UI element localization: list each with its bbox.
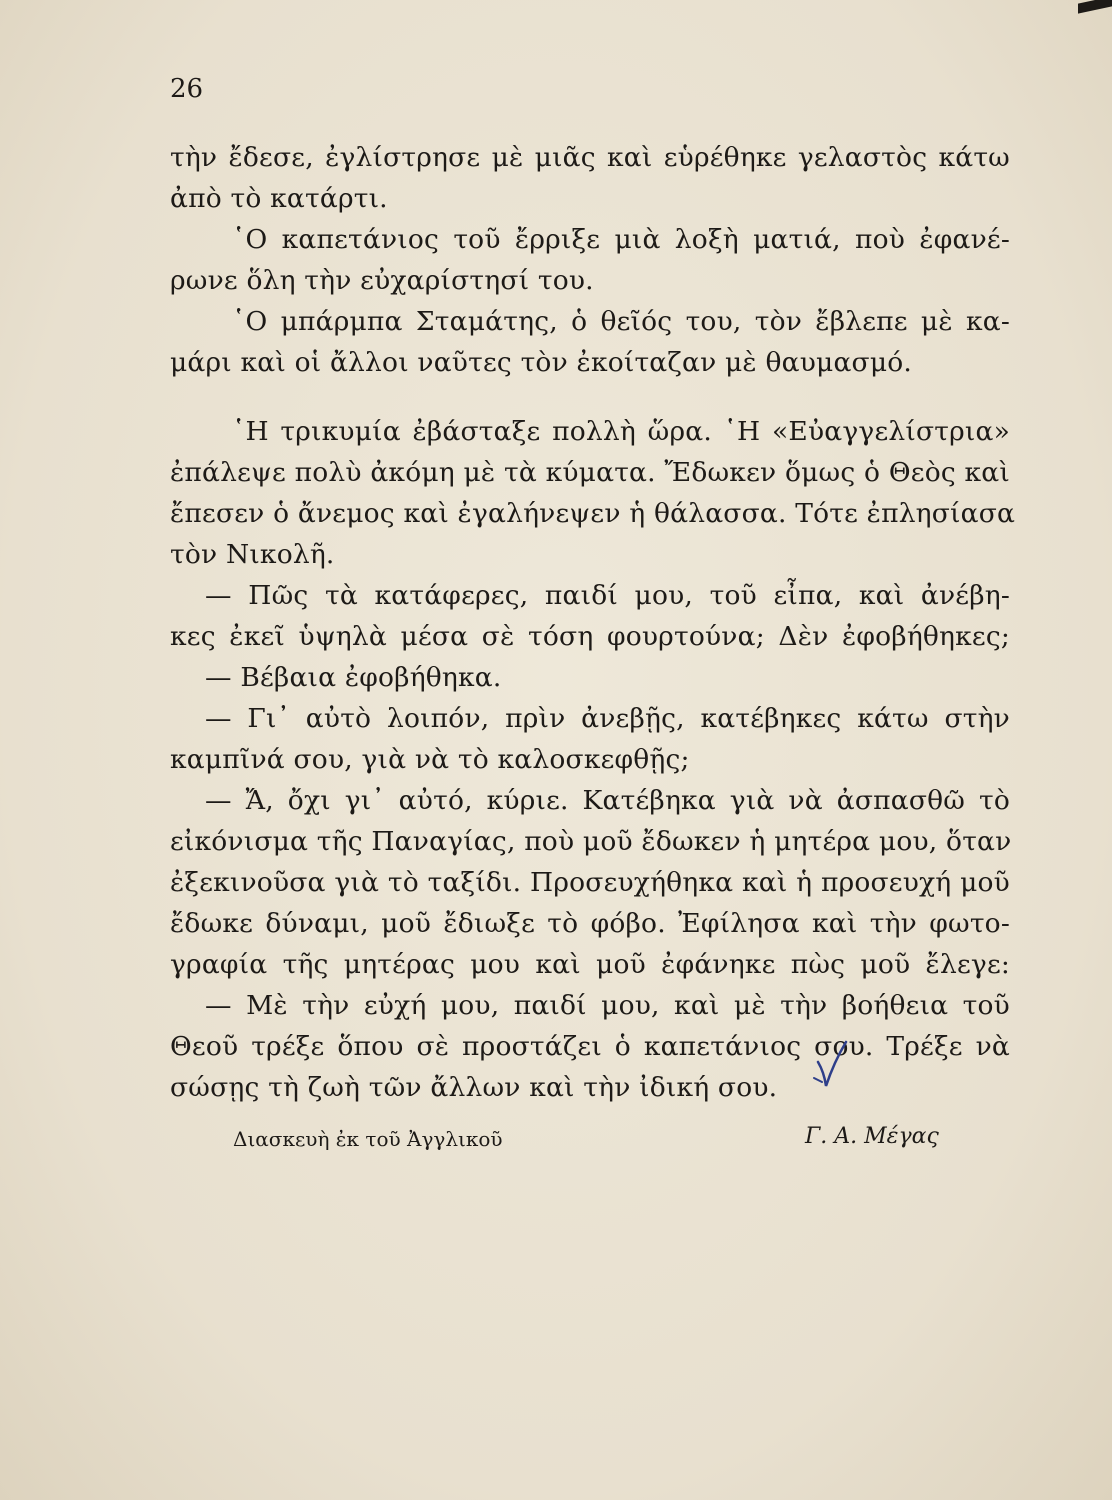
text-line: κες ἐκεῖ ὑψηλὰ μέσα σὲ τόση φουρτούνα; Δὲν ἐφοβήθηκες; xyxy=(170,621,1010,652)
text-line: ῾Ο μπάρμπα Σταμάτης, ὁ θεῖός του, τὸν ἔβλεπε μὲ κα- xyxy=(232,306,1010,337)
text-line: ἔδωκε δύναμι, μοῦ ἔδιωξε τὸ φόβο. Ἐφίλησα καὶ τὴν φωτο- xyxy=(170,908,1010,939)
text-line: ἔπεσεν ὁ ἄνεμος καὶ ἐγαλήνεψεν ἡ θάλασσα. Τότε ἐπλησίασα xyxy=(170,498,1016,529)
text-line: καμπῖνά σου, γιὰ νὰ τὸ καλοσκεφθῇς; xyxy=(170,744,690,775)
text-line: τὸν Νικολῆ. xyxy=(170,539,335,570)
text-line: εἰκόνισμα τῆς Παναγίας, ποὺ μοῦ ἔδωκεν ἡ μητέρα μου, ὅταν xyxy=(170,826,1012,857)
text-line: — Μὲ τὴν εὐχή μου, παιδί μου, καὶ μὲ τὴν βοήθεια τοῦ xyxy=(205,990,1010,1021)
text-line: μάρι καὶ οἱ ἄλλοι ναῦτες τὸν ἐκοίταζαν μὲ θαυμασμό. xyxy=(170,347,913,378)
text-line: — Πῶς τὰ κατάφερες, παιδί μου, τοῦ εἶπα, καὶ ἀνέβη- xyxy=(205,580,1010,611)
text-line: σώσῃς τὴ ζωὴ τῶν ἄλλων καὶ τὴν ἰδική σου. xyxy=(170,1072,778,1103)
text-line: ρωνε ὅλη τὴν εὐχαρίστησί του. xyxy=(170,265,594,296)
page-number: 26 xyxy=(170,74,204,104)
text-line: ῾Η τρικυμία ἐβάσταξε πολλὴ ὥρα. ῾Η «Εὐαγγελίστρια» xyxy=(232,416,1010,447)
source-note: Διασκευὴ ἐκ τοῦ Ἀγγλικοῦ xyxy=(233,1127,503,1151)
text-line: γραφία τῆς μητέρας μου καὶ μοῦ ἐφάνηκε πὼς μοῦ ἔλεγε: xyxy=(170,949,1010,980)
text-line: ἐξεκινοῦσα γιὰ τὸ ταξίδι. Προσευχήθηκα καὶ ἡ προσευχή μοῦ xyxy=(170,867,1010,898)
text-line: ῾Ο καπετάνιος τοῦ ἔρριξε μιὰ λοξὴ ματιά, ποὺ ἐφανέ- xyxy=(232,224,1010,255)
handwritten-check-mark xyxy=(812,1036,852,1092)
text-line: τὴν ἔδεσε, ἐγλίστρησε μὲ μιᾶς καὶ εὑρέθηκε γελαστὸς κάτω xyxy=(170,142,1010,173)
text-line: — Ἄ, ὄχι γι᾿ αὐτό, κύριε. Κατέβηκα γιὰ νὰ ἀσπασθῶ τὸ xyxy=(205,785,1010,816)
text-line: ἐπάλεψε πολὺ ἀκόμη μὲ τὰ κύματα. Ἔδωκεν ὅμως ὁ Θεὸς καὶ xyxy=(170,457,1010,488)
corner-ink-mark xyxy=(1078,0,1112,14)
text-line: — Βέβαια ἐφοβήθηκα. xyxy=(205,662,502,693)
text-line: ἀπὸ τὸ κατάρτι. xyxy=(170,183,388,214)
author-name: Γ. Α. Μέγας xyxy=(805,1124,939,1149)
text-line: — Γι᾿ αὐτὸ λοιπόν, πρὶν ἀνεβῇς, κατέβηκες κάτω στὴν xyxy=(205,703,1010,734)
text-line: Θεοῦ τρέξε ὅπου σὲ προστάζει ὁ καπετάνιος σου. Τρέξε νὰ xyxy=(170,1031,1010,1062)
